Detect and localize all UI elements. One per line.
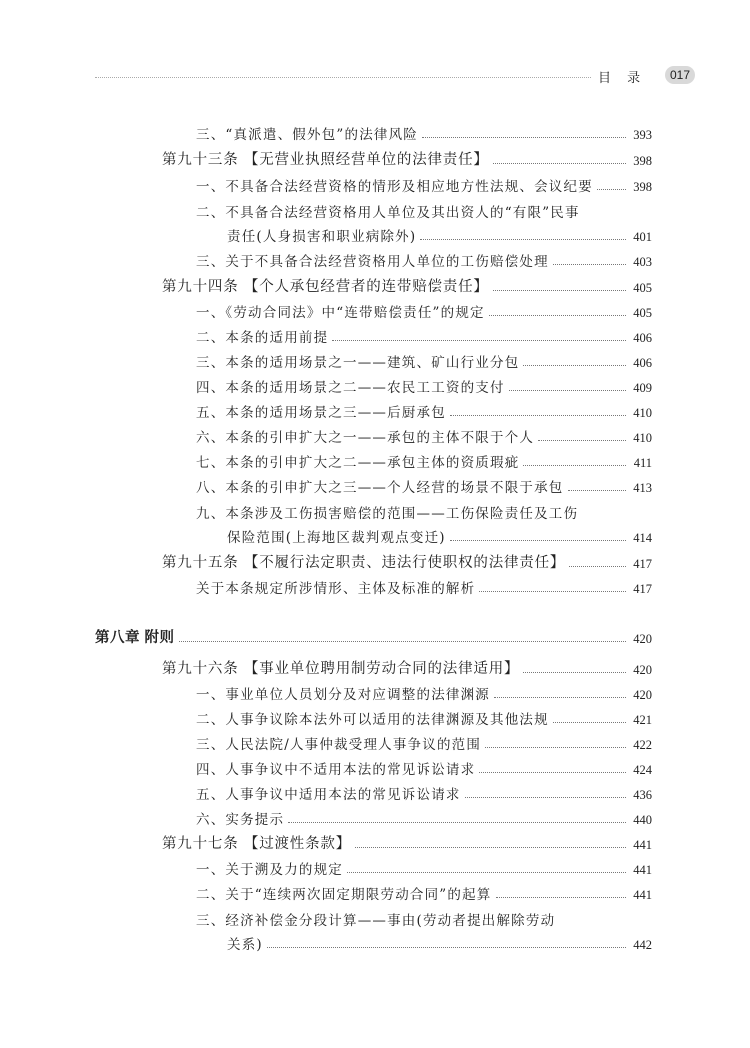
toc-entry[interactable] — [196, 351, 652, 371]
toc-article-title: 第九十四条 【个人承包经营者的连带赔偿责任】 — [162, 279, 489, 295]
dot-leader — [509, 390, 626, 391]
toc-entry-title: 五、人事争议中适用本法的常见诉讼请求 — [196, 787, 461, 803]
toc-entry-page: 406 — [633, 331, 652, 345]
toc-entry-page: 398 — [633, 180, 652, 194]
toc-entry[interactable] — [196, 250, 652, 270]
toc-entry[interactable] — [227, 526, 652, 546]
toc-entry-title: 七、本条的引申扩大之二——承包主体的资质瑕疵 — [196, 455, 520, 471]
toc-article[interactable] — [162, 833, 652, 853]
toc-entry-page: 409 — [633, 381, 652, 395]
toc-entry-title: 三、“真派遣、假外包”的法律风险 — [196, 127, 419, 143]
dot-leader — [179, 641, 626, 642]
toc-entry[interactable] — [196, 783, 652, 803]
toc-entry[interactable] — [196, 376, 652, 396]
toc-entry-title: 四、人事争议中不适用本法的常见诉讼请求 — [196, 762, 476, 778]
toc-entry-title: 五、本条的适用场景之三——后厨承包 — [196, 405, 446, 421]
toc-entry-page: 420 — [633, 688, 652, 702]
toc-chapter[interactable] — [95, 627, 652, 647]
toc-article-title: 第九十五条 【不履行法定职责、违法行使职权的法律责任】 — [162, 555, 566, 571]
dot-leader — [597, 189, 626, 190]
dot-leader — [538, 440, 626, 441]
toc-entry-title-line1[interactable]: 三、经济补偿金分段计算——事由(劳动者提出解除劳动 — [196, 913, 556, 929]
toc-entry-page: 410 — [633, 431, 652, 445]
toc-entry-title-line2: 责任(人身损害和职业病除外) — [227, 229, 417, 245]
toc-entry-page: 401 — [633, 230, 652, 244]
toc-entry-page: 424 — [633, 763, 652, 777]
dot-leader — [493, 290, 626, 291]
toc-article-page: 420 — [633, 663, 652, 677]
dot-leader — [267, 947, 626, 948]
toc-entry-page: 405 — [633, 306, 652, 320]
toc-article-title: 第九十三条 【无营业执照经营单位的法律责任】 — [162, 152, 489, 168]
toc-article-page: 405 — [633, 281, 652, 295]
toc-entry[interactable] — [196, 808, 652, 828]
toc-article[interactable] — [162, 276, 652, 296]
dot-leader — [347, 872, 626, 873]
dot-leader — [465, 797, 626, 798]
dot-leader — [450, 415, 626, 416]
toc-article-page: 398 — [633, 154, 652, 168]
toc-entry-title: 一、《劳动合同法》中“连带赔偿责任”的规定 — [196, 305, 485, 321]
dot-leader — [489, 315, 626, 316]
toc-article[interactable] — [162, 552, 652, 572]
dot-leader — [479, 772, 626, 773]
toc-entry[interactable] — [196, 451, 652, 471]
toc-entry[interactable] — [196, 301, 652, 321]
toc-entry-page: 417 — [633, 582, 652, 596]
toc-entry-page: 403 — [633, 255, 652, 269]
dot-leader — [450, 540, 626, 541]
dot-leader — [420, 239, 626, 240]
dot-leader — [288, 822, 626, 823]
toc-entry-page: 410 — [633, 406, 652, 420]
toc-entry-title: 六、本条的引申扩大之一——承包的主体不限于个人 — [196, 430, 535, 446]
dot-leader — [494, 697, 626, 698]
dot-leader — [355, 847, 626, 848]
toc-article-title: 第九十七条 【过渡性条款】 — [162, 836, 352, 852]
toc-entry[interactable] — [196, 476, 652, 496]
toc-chapter-page: 420 — [633, 632, 652, 646]
toc-entry-page: 422 — [633, 738, 652, 752]
toc-entry[interactable] — [196, 858, 652, 878]
toc-entry-title-line1[interactable]: 二、不具备合法经营资格用人单位及其出资人的“有限”民事 — [196, 205, 580, 221]
toc-entry-page: 440 — [633, 813, 652, 827]
toc-entry-title-line2: 保险范围(上海地区裁判观点变迁) — [227, 530, 446, 546]
toc-entry[interactable] — [196, 733, 652, 753]
dot-leader — [479, 591, 626, 592]
toc-entry[interactable] — [196, 758, 652, 778]
dot-leader — [523, 672, 626, 673]
dot-leader — [553, 264, 626, 265]
toc-entry-title: 一、关于溯及力的规定 — [196, 862, 343, 878]
toc-entry-page: 436 — [633, 788, 652, 802]
toc-entry-title: 一、事业单位人员划分及对应调整的法律渊源 — [196, 687, 490, 703]
toc-entry-page: 414 — [633, 531, 652, 545]
toc-entry-title: 六、实务提示 — [196, 812, 285, 828]
toc-article-page: 441 — [633, 838, 652, 852]
dot-leader — [523, 365, 626, 366]
toc-entry-title: 三、关于不具备合法经营资格用人单位的工伤赔偿处理 — [196, 254, 549, 270]
dot-leader — [493, 163, 626, 164]
toc-entry-title-line1[interactable]: 九、本条涉及工伤损害赔偿的范围——工伤保险责任及工伤 — [196, 506, 579, 522]
toc-article-page: 417 — [633, 557, 652, 571]
toc-entry[interactable] — [196, 577, 652, 597]
toc-entry-title: 三、人民法院/人事仲裁受理人事争议的范围 — [196, 737, 482, 753]
dot-leader — [332, 340, 626, 341]
dot-leader — [523, 465, 626, 466]
toc-entry-page: 441 — [633, 888, 652, 902]
toc-entry[interactable] — [196, 708, 652, 728]
toc-article[interactable] — [162, 658, 652, 678]
header-title: 目 录 — [598, 71, 647, 86]
toc-entry[interactable] — [196, 426, 652, 446]
toc-entry[interactable] — [196, 883, 652, 903]
toc-entry[interactable] — [196, 683, 652, 703]
toc-entry-page: 413 — [633, 481, 652, 495]
page-number-badge: 017 — [665, 66, 695, 84]
toc-entry-title: 关于本条规定所涉情形、主体及标准的解析 — [196, 581, 476, 597]
dot-leader — [568, 490, 627, 491]
toc-entry-page: 421 — [633, 713, 652, 727]
dot-leader — [553, 722, 626, 723]
toc-entry-title: 八、本条的引申扩大之三——个人经营的场景不限于承包 — [196, 480, 564, 496]
header-rule — [95, 77, 591, 78]
dot-leader — [496, 897, 626, 898]
toc-entry-title: 一、不具备合法经营资格的情形及相应地方性法规、会议纪要 — [196, 179, 593, 195]
toc-entry[interactable] — [196, 401, 652, 421]
dot-leader — [485, 747, 626, 748]
toc-entry[interactable] — [196, 326, 652, 346]
dot-leader — [569, 566, 626, 567]
toc-entry-page: 411 — [633, 456, 652, 470]
toc-entry[interactable] — [196, 175, 652, 195]
toc-entry-title: 二、本条的适用前提 — [196, 330, 329, 346]
toc-entry-page: 393 — [633, 128, 652, 142]
toc-entry[interactable] — [227, 225, 652, 245]
toc-entry-title: 二、人事争议除本法外可以适用的法律渊源及其他法规 — [196, 712, 549, 728]
toc-entry-page: 406 — [633, 356, 652, 370]
toc-entry-title: 二、关于“连续两次固定期限劳动合同”的起算 — [196, 887, 492, 903]
toc-entry-title-line2: 关系) — [227, 937, 263, 953]
toc-article[interactable] — [162, 149, 652, 169]
toc-entry[interactable] — [196, 123, 652, 143]
toc-entry[interactable] — [227, 933, 652, 953]
toc-entry-title: 三、本条的适用场景之一——建筑、矿山行业分包 — [196, 355, 520, 371]
toc-entry-page: 441 — [633, 863, 652, 877]
dot-leader — [422, 137, 626, 138]
toc-entry-title: 四、本条的适用场景之二——农民工工资的支付 — [196, 380, 505, 396]
toc-entry-page: 442 — [633, 938, 652, 952]
toc-chapter-title: 第八章 附则 — [95, 630, 175, 646]
toc-article-title: 第九十六条 【事业单位聘用制劳动合同的法律适用】 — [162, 661, 520, 677]
